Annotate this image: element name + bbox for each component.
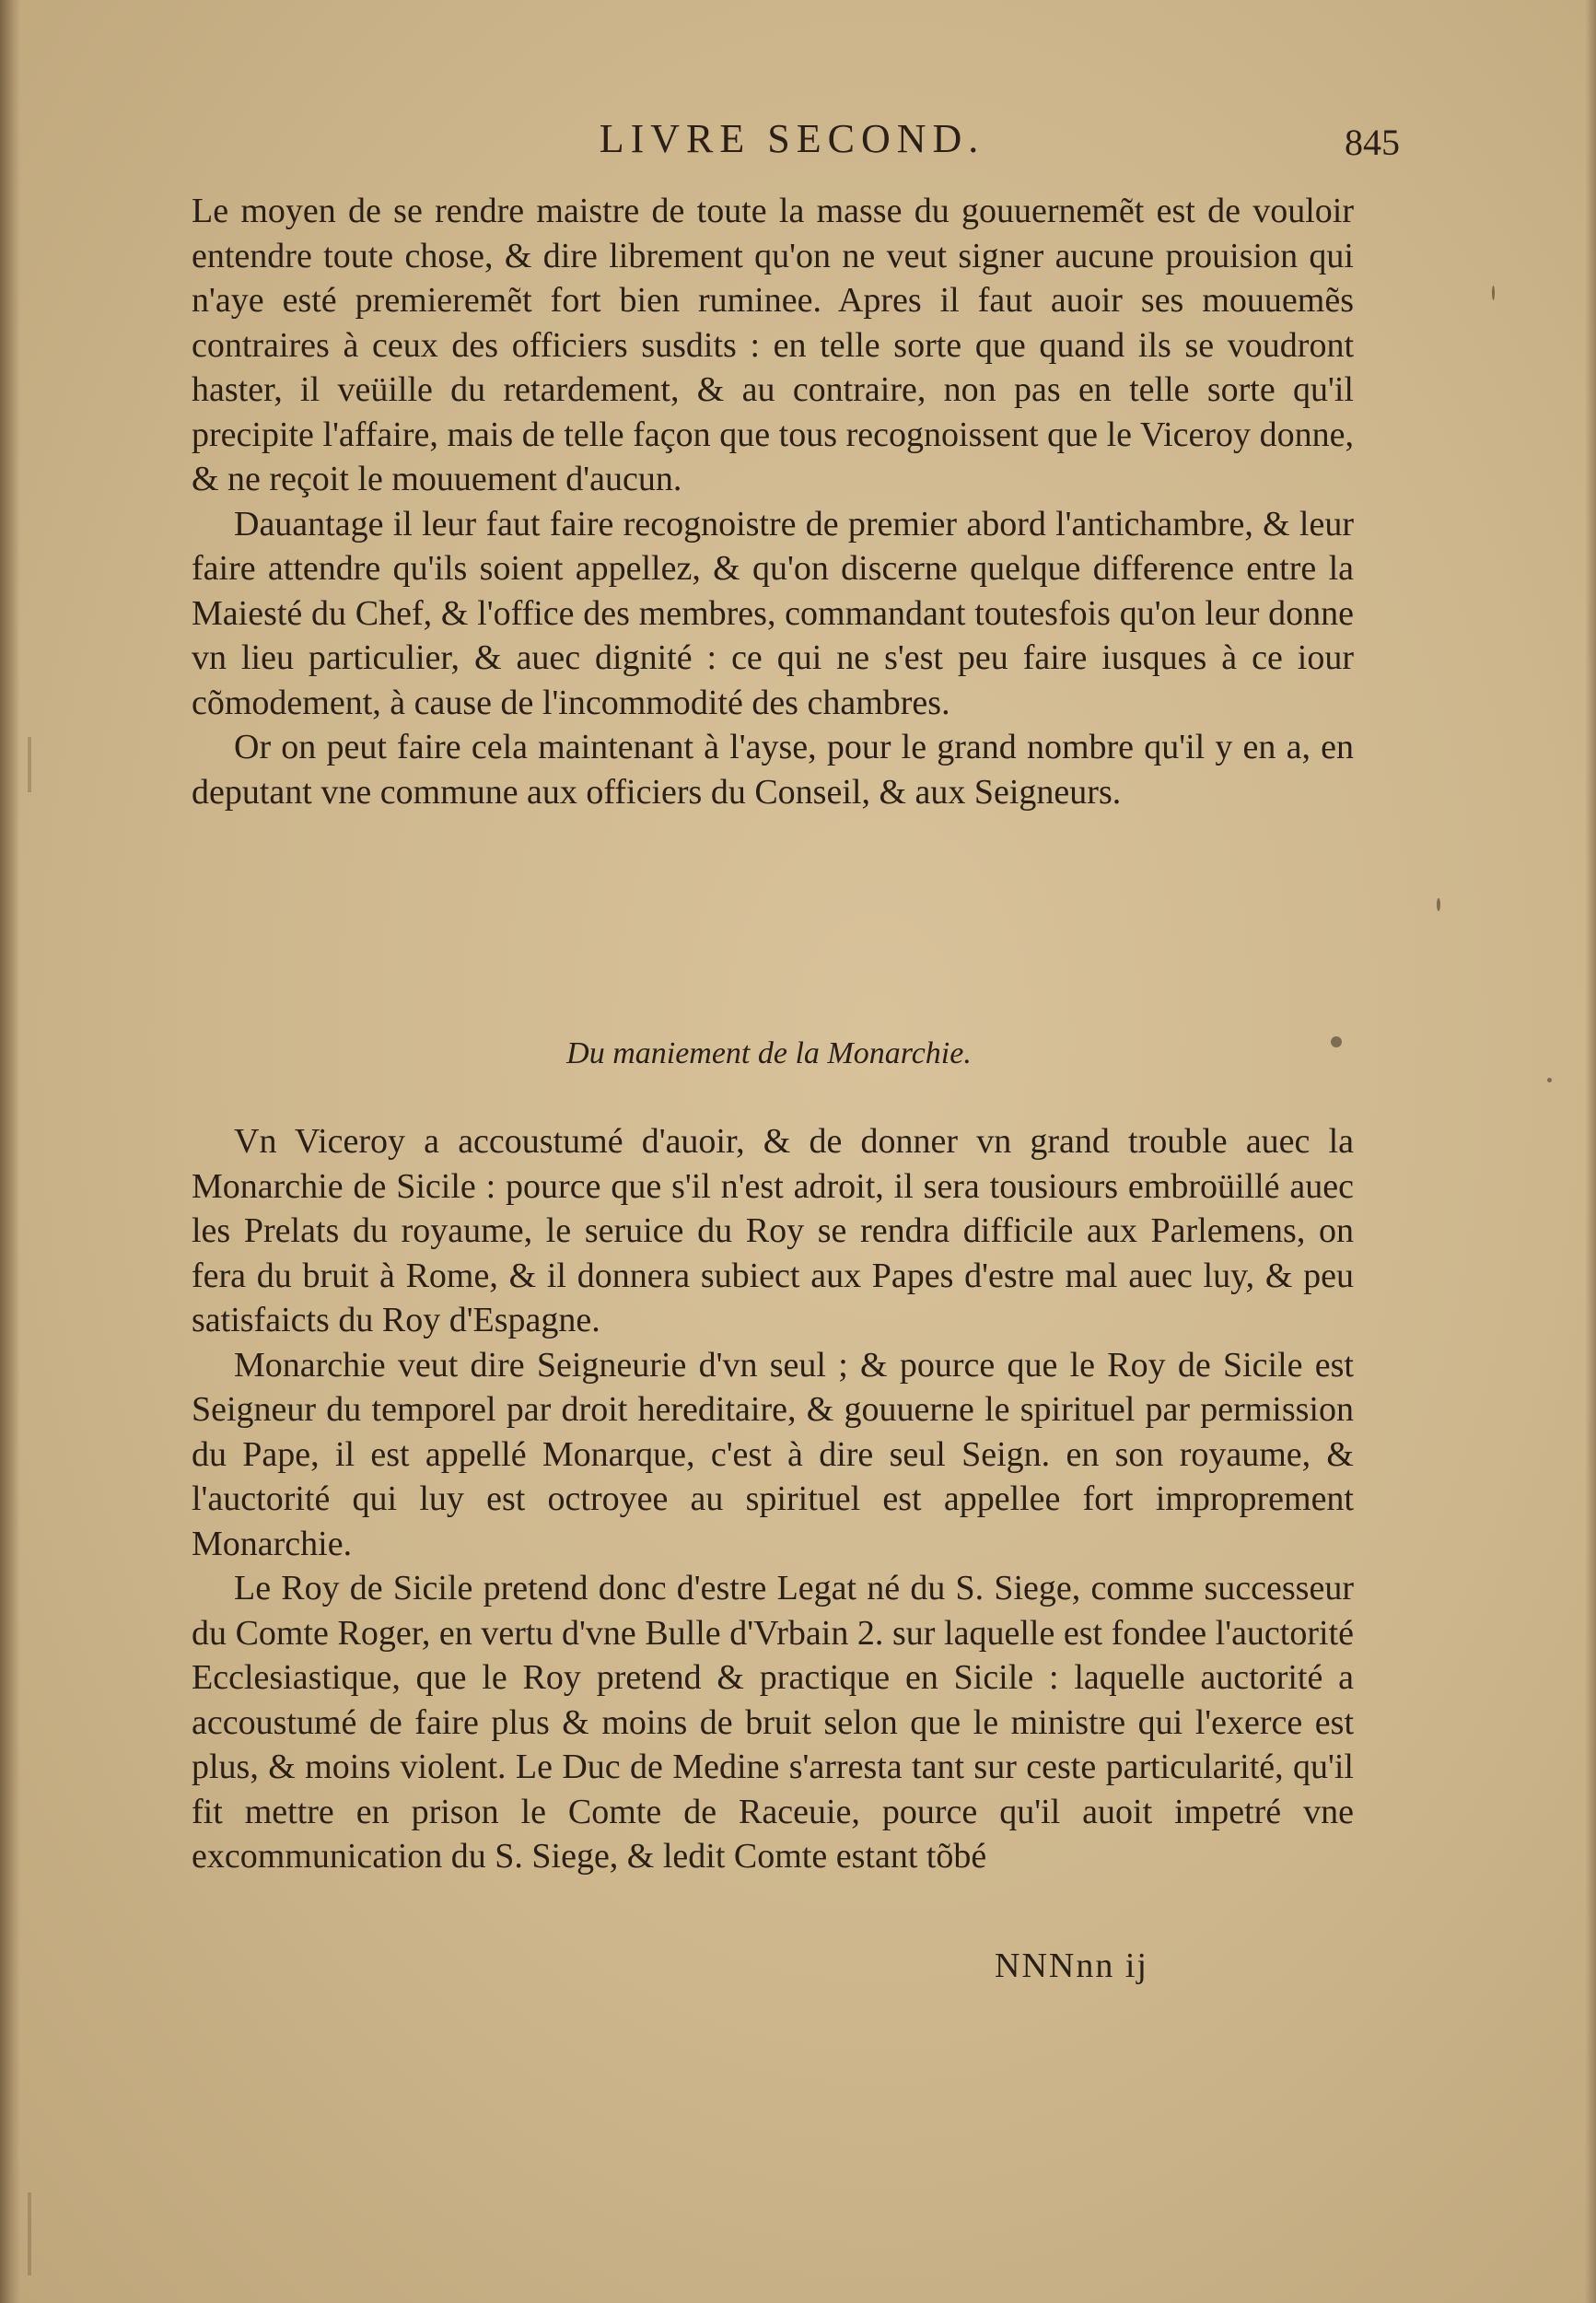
page-gutter-shadow [0,0,20,2303]
page-edge-shadow [1585,0,1596,2303]
paragraph: Le Roy de Sicile pretend donc d'estre Legat né du S. Siege, comme successeur du Comte Roger, en vertu d'vne Bulle d'Vrbain 2. sur laquelle est fondee l'auctorité Ecclesiastique, que le Roy pretend & practique en Sicile : laquelle auctorité a accoustumé de faire plus & moins de bruit selon que le ministre qui l'exerce est plus, & moins violent. Le Duc de Medine s'arresta tant sur ceste particularité, qu'il fit mettre en prison le Comte de Raceuie, pource qu'il auoit impetré vne excommunication du S. Siege, & ledit Comte estant tõbé [192,1569,1354,1876]
ink-speck [1331,1036,1342,1047]
text-block-bottom [192,1119,1354,1879]
ink-speck [1492,286,1495,300]
page-header [184,115,1400,180]
ink-speck [1437,898,1440,911]
paragraph: Or on peut faire cela maintenant à l'ayse, pour le grand nombre qu'il y en a, en deputant vne commune aux officiers du Conseil, & aux Seigneurs. [192,728,1354,812]
paragraph: Monarchie veut dire Seigneurie d'vn seul ; & pource que le Roy de Sicile est Seigneur du temporel par droit hereditaire, & gouuerne le spirituel par permission du Pape, il est appellé Monarque, c'est à dire seul Seign. en son royaume, & l'auctorité qui luy est octroyee au spirituel est appellee fort improprement Monarchie. [192,1345,1354,1563]
paragraph: Le moyen de se rendre maistre de toute la masse du gouuernemẽt est de vouloir entendre toute chose, & dire librement qu'on ne veut signer aucune prouision qui n'aye esté premieremẽt fort bien ruminee. Apres il faut auoir ses mouuemẽs contraires à ceux des officiers susdits : en telle sorte que quand ils se voudront haster, il veüille du retardement, & au contraire, non pas en telle sorte qu'il precipite l'affaire, mais de telle façon que tous recognoissent que le Viceroy donne, & ne reçoit le mouuement d'aucun. [192,192,1354,498]
margin-mark [28,737,31,792]
signature-mark: NNNnn ij [995,1946,1148,1985]
margin-mark [28,2192,31,2275]
paragraph: Vn Viceroy a accoustumé d'auoir, & de donner vn grand trouble auec la Monarchie de Sicile : pource que s'il n'est adroit, il sera tousiours embroüillé auec les Prelats du royaume, le seruice du Roy se rendra difficile aux Parlemens, on fera du bruit à Rome, & il donnera subiect aux Papes d'estre mal auec luy, & peu satisfaicts du Roy d'Espagne. [192,1122,1354,1339]
paragraph: Dauantage il leur faut faire recognoistre de premier abord l'antichambre, & leur faire attendre qu'ils soient appellez, & qu'on discerne quelque difference entre la Maiesté du Chef, & l'office des membres, commandant toutesfois qu'on leur donne vn lieu particulier, & auec dignité : ce qui ne s'est peu faire iusques à ce iour cõmodement, à cause de l'incommodité des chambres. [192,504,1354,722]
running-head: LIVRE SECOND. [599,116,985,161]
section-heading: Du maniement de la Monarchie. [566,1036,972,1070]
page-number: 845 [1345,122,1400,163]
ink-speck [1547,1078,1552,1082]
text-block-top [192,189,1354,814]
